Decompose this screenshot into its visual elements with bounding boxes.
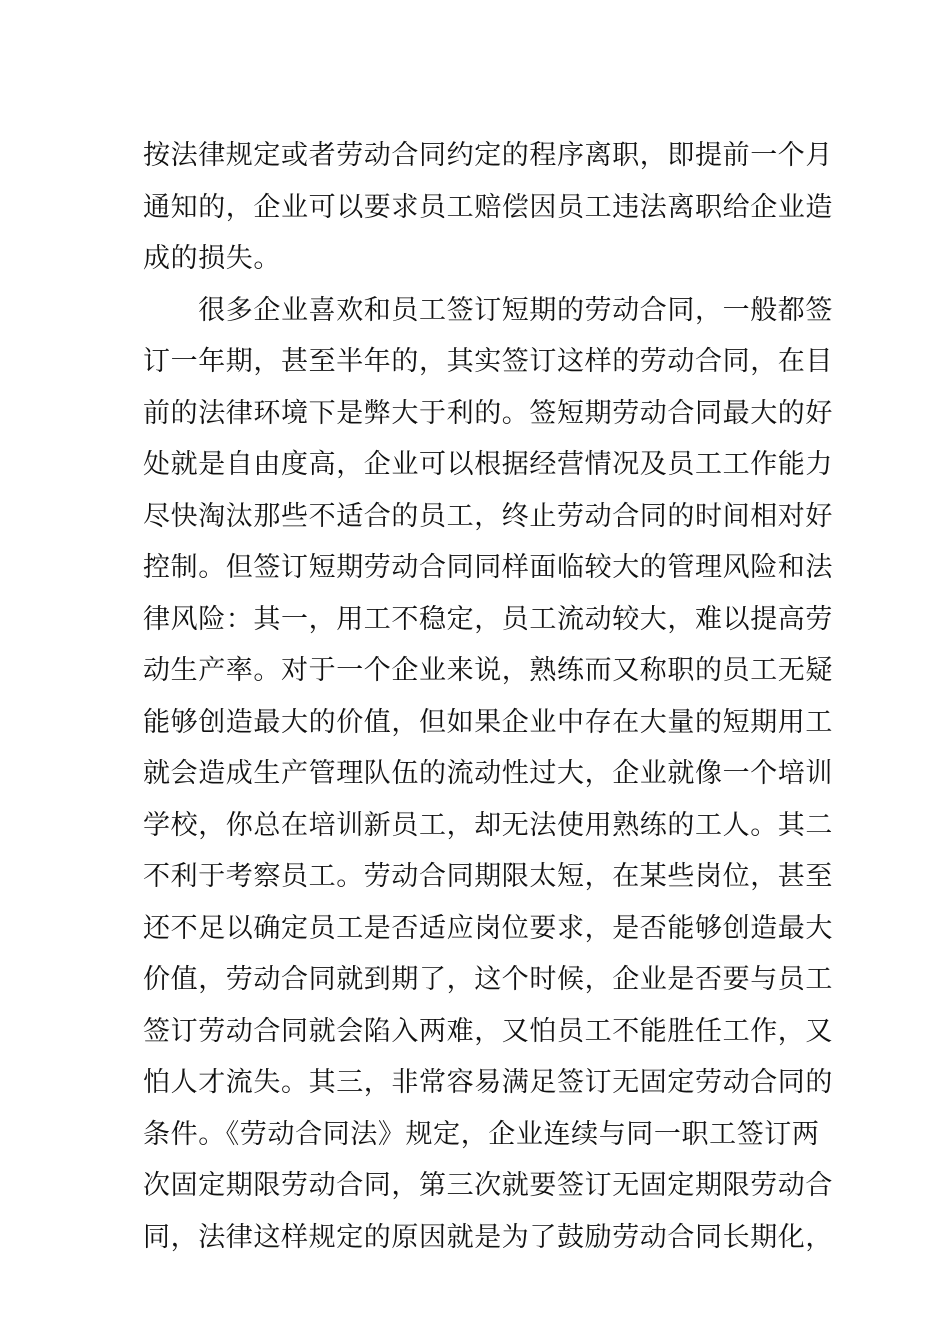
text-line-22: 同，法律这样规定的原因就是为了鼓励劳动合同长期化， <box>143 1221 833 1253</box>
text-line-13: 就会造成生产管理队伍的流动性过大，企业就像一个培训 <box>143 758 833 789</box>
text-line-9: 控制。但签订短期劳动合同同样面临较大的管理风险和法 <box>143 552 833 583</box>
text-line-2: 通知的，企业可以要求员工赔偿因员工违法离职给企业造 <box>143 191 833 223</box>
text-line-18: 签订劳动合同就会陷入两难，又怕员工不能胜任工作，又 <box>143 1015 833 1047</box>
text-line-1: 按法律规定或者劳动合同约定的程序离职，即提前一个月 <box>143 140 833 171</box>
text-line-7: 处就是自由度高，企业可以根据经营情况及员工工作能力 <box>143 449 833 480</box>
text-line-20: 条件。《劳动合同法》规定，企业连续与同一职工签订两 <box>143 1118 820 1150</box>
text-line-4: 很多企业喜欢和员工签订短期的劳动合同，一般都签 <box>143 294 833 326</box>
text-line-21: 次固定期限劳动合同，第三次就要签订无固定期限劳动合 <box>143 1170 833 1201</box>
body-text <box>143 130 833 1263</box>
text-line-16: 还不足以确定员工是否适应岗位要求，是否能够创造最大 <box>143 912 833 944</box>
text-line-17: 价值，劳动合同就到期了，这个时候，企业是否要与员工 <box>143 964 833 995</box>
text-line-8: 尽快淘汰那些不适合的员工，终止劳动合同的时间相对好 <box>143 500 833 532</box>
text-line-10: 律风险：其一，用工不稳定，员工流动较大，难以提高劳 <box>143 603 833 635</box>
text-line-11: 动生产率。对于一个企业来说，熟练而又称职的员工无疑 <box>143 655 833 686</box>
text-line-6: 前的法律环境下是弊大于利的。签短期劳动合同最大的好 <box>143 397 833 429</box>
text-line-5: 订一年期，甚至半年的，其实签订这样的劳动合同，在目 <box>143 346 833 377</box>
text-line-19: 怕人才流失。其三，非常容易满足签订无固定劳动合同的 <box>143 1067 833 1098</box>
text-line-14: 学校，你总在培训新员工，却无法使用熟练的工人。其二 <box>143 809 833 841</box>
text-line-3: 成的损失。 <box>143 243 281 274</box>
text-line-15: 不利于考察员工。劳动合同期限太短，在某些岗位，甚至 <box>143 861 833 892</box>
text-line-12: 能够创造最大的价值，但如果企业中存在大量的短期用工 <box>143 706 833 738</box>
